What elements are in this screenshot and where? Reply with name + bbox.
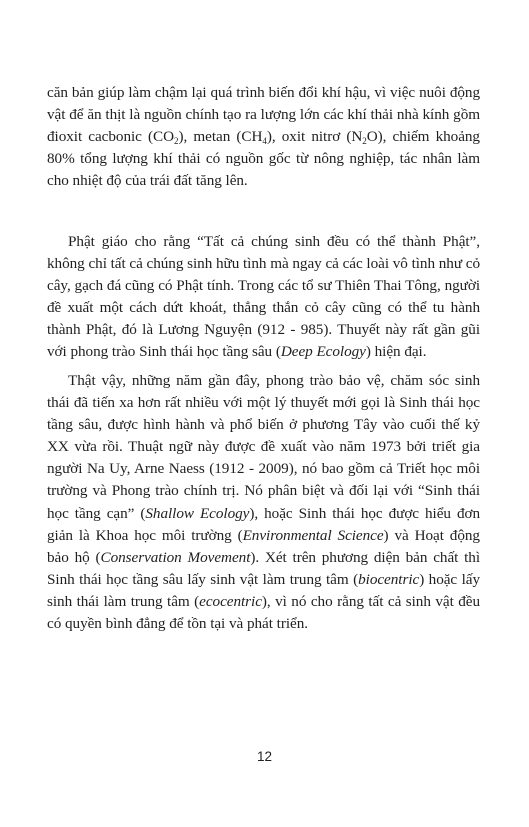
text-run: ), oxit nitrơ (N [266,128,363,146]
text-run: ) hiện đại. [365,343,427,361]
text-run: ) hoặc lấy sinh thái làm trung tâm ( [47,570,480,610]
term-conservation-movement: Conservation Movement [100,548,251,566]
paragraph-buddha-nature [47,231,480,364]
term-biocentric: biocentric [358,570,420,588]
term-shallow-ecology: Shallow Ecology [145,504,250,522]
term-deep-ecology: Deep Ecology [280,343,366,361]
text-run: ). Xét trên phương diện bản chất thì Sinh thái học tầng sâu lấy sinh vật làm trung tâm ( [47,548,480,588]
text-run: Phật giáo cho rằng “Tất cả chúng sinh đều có thể thành Phật”, không chỉ tất cả chúng sinh hữu tình mà ngay cả các loài vô tình như cỏ cây, gạch đá cũng có Phật tính. Trong các tổ sư Thiên Thai Tông, người đề xuất một cách dứt khoát, thẳng thắn cỏ cây cũng có thể tu hành thành Phật, đó là Lương Nguyện (912 - 985). Thuyết này rất gần gũi với phong trào Sinh thái học tầng sâu ( [47,233,480,361]
paragraph-deep-ecology [47,370,480,635]
text-run: ), vì nó cho rằng tất cả sinh vật đều có quyền bình đẳng để tồn tại và phát triển. [47,592,480,633]
paragraph-climate [47,82,480,192]
subscript-n2o: 2 [362,136,367,147]
text-run: ) và Hoạt động bảo hộ ( [47,526,480,566]
text-run: O), chiếm khoảng 80% tổng lượng khí thải có nguồn gốc từ nông nghiệp, tác nhân làm cho nhiệt độ của trái đất tăng lên. [47,128,480,190]
subscript-co2: 2 [174,136,179,147]
page-number: 12 [256,749,273,764]
text-run: Thật vậy, những năm gần đây, phong trào bảo vệ, chăm sóc sinh thái đã tiến xa hơn rất nhiều với một lý thuyết mới gọi là Sinh thái học tầng sâu, được hình hành và phổ biến ở phương Tây vào cuối thế kỷ XX vừa rồi. Thuật ngữ này được đề xuất vào năm 1973 bởi triết gia người Na Uy, Arne Naess (1912 - 2009), nó bao gồm cả Triết học môi trường và Phong trào chính trị. Nó phân biệt và đối lại với “Sinh thái học tầng cạn” ( [47,372,480,522]
text-run: căn bản giúp làm chậm lại quá trình biến đổi khí hậu, vì việc nuôi động vật để ăn thịt là nguồn chính tạo ra lượng lớn các khí thải nhà kính gồm đioxit cacbonic (CO [47,84,480,146]
subscript-ch4: 4 [262,136,267,147]
text-run: ), hoặc Sinh thái học được hiểu đơn giản là Khoa học môi trường ( [47,504,481,544]
term-ecocentric: ecocentric [199,592,262,610]
text-run: ), metan (CH [178,128,263,146]
term-environmental-science: Environmental Science [242,526,384,544]
